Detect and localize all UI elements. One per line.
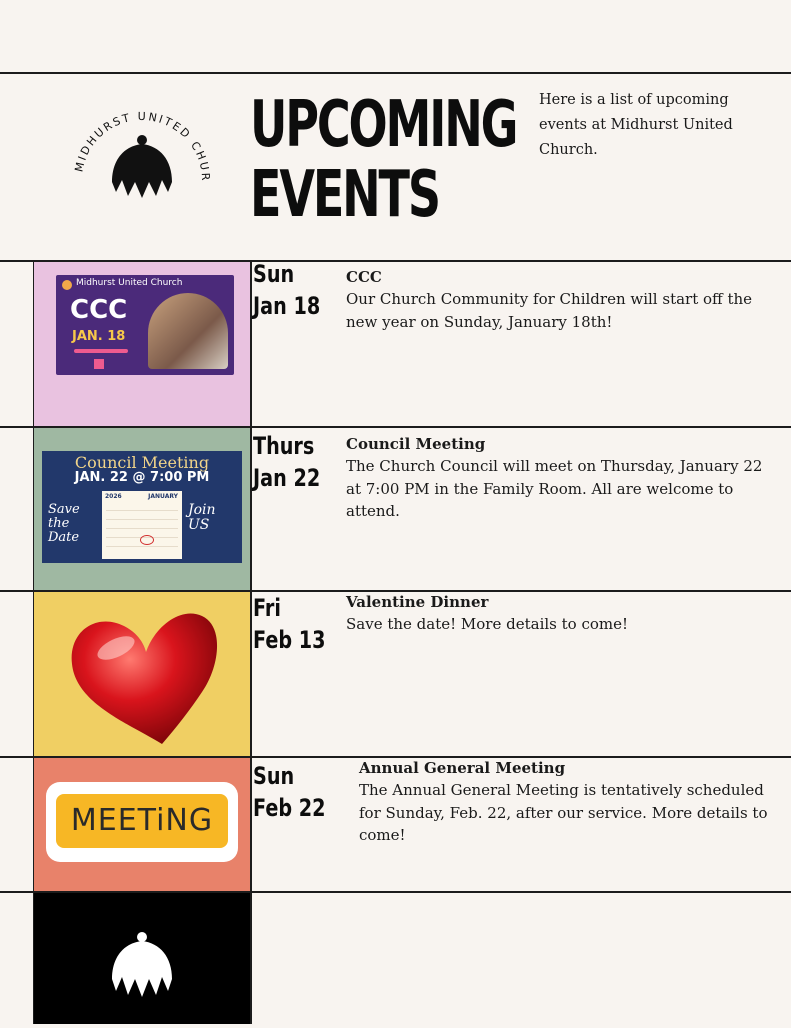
calendar-month: JANUARY bbox=[148, 493, 178, 500]
event-date-text: Feb 13 bbox=[253, 626, 326, 654]
event-date bbox=[253, 760, 326, 824]
event-day: Sun bbox=[253, 762, 295, 790]
event-council bbox=[346, 433, 766, 523]
event-date bbox=[253, 430, 320, 494]
save-the-date-script: Save the Date bbox=[48, 502, 80, 545]
ccc-org-label: Midhurst United Church bbox=[76, 278, 183, 288]
event-ccc bbox=[346, 266, 766, 333]
event-description: The Church Council will meet on Thursday, January 22 at 7:00 PM in the Family Room. All are welcome to attend. bbox=[346, 457, 763, 520]
event-agm bbox=[359, 757, 779, 847]
ccc-headline: CCC bbox=[70, 295, 128, 325]
meeting-label: MEETiNG bbox=[56, 794, 228, 848]
church-logo bbox=[72, 100, 212, 220]
church-icon bbox=[94, 359, 104, 369]
dove-icon bbox=[112, 135, 172, 198]
dove-icon bbox=[34, 893, 250, 1024]
event-day: Thurs bbox=[253, 432, 315, 460]
divider bbox=[0, 72, 791, 74]
event-title: CCC bbox=[346, 268, 382, 286]
event-valentine bbox=[346, 591, 766, 636]
event-description: Save the date! More details to come! bbox=[346, 615, 629, 633]
heart-icon bbox=[34, 592, 250, 756]
event-description: Our Church Community for Children will start off the new year on Sunday, January 18th! bbox=[346, 290, 753, 331]
council-date: JAN. 22 @ 7:00 PM bbox=[74, 470, 210, 485]
event-image-ccc bbox=[34, 262, 250, 426]
event-image-council bbox=[34, 428, 250, 590]
divider bbox=[250, 260, 252, 1024]
children-photo bbox=[148, 293, 228, 369]
logo-text: MIDHURST UNITED CHUR bbox=[72, 109, 212, 183]
title-line: EVENTS bbox=[250, 158, 439, 232]
title-line: UPCOMING bbox=[250, 88, 517, 162]
event-date-text: Jan 22 bbox=[253, 464, 321, 492]
event-image-agm bbox=[34, 758, 250, 891]
page-title bbox=[250, 90, 516, 230]
event-date-text: Jan 18 bbox=[253, 292, 321, 320]
event-date-text: Feb 22 bbox=[253, 794, 326, 822]
event-date bbox=[253, 592, 326, 656]
event-title: Annual General Meeting bbox=[359, 759, 566, 777]
event-day: Fri bbox=[253, 594, 281, 622]
calendar-year: 2026 bbox=[105, 493, 122, 500]
event-image-valentine bbox=[34, 592, 250, 756]
footer-logo-panel bbox=[34, 893, 250, 1024]
event-day: Sun bbox=[253, 260, 295, 288]
event-title: Council Meeting bbox=[346, 435, 486, 453]
intro-text: Here is a list of upcoming events at Midhurst United Church. bbox=[539, 92, 733, 158]
ccc-date: JAN. 18 bbox=[72, 329, 126, 344]
council-headline: Council Meeting bbox=[74, 453, 210, 472]
calendar-icon bbox=[102, 491, 182, 559]
event-description: The Annual General Meeting is tentatively scheduled for Sunday, Feb. 22, after our service. More details to come! bbox=[359, 781, 768, 844]
join-us-script: Join US bbox=[188, 502, 216, 533]
event-date bbox=[253, 258, 320, 322]
event-title: Valentine Dinner bbox=[346, 593, 489, 611]
